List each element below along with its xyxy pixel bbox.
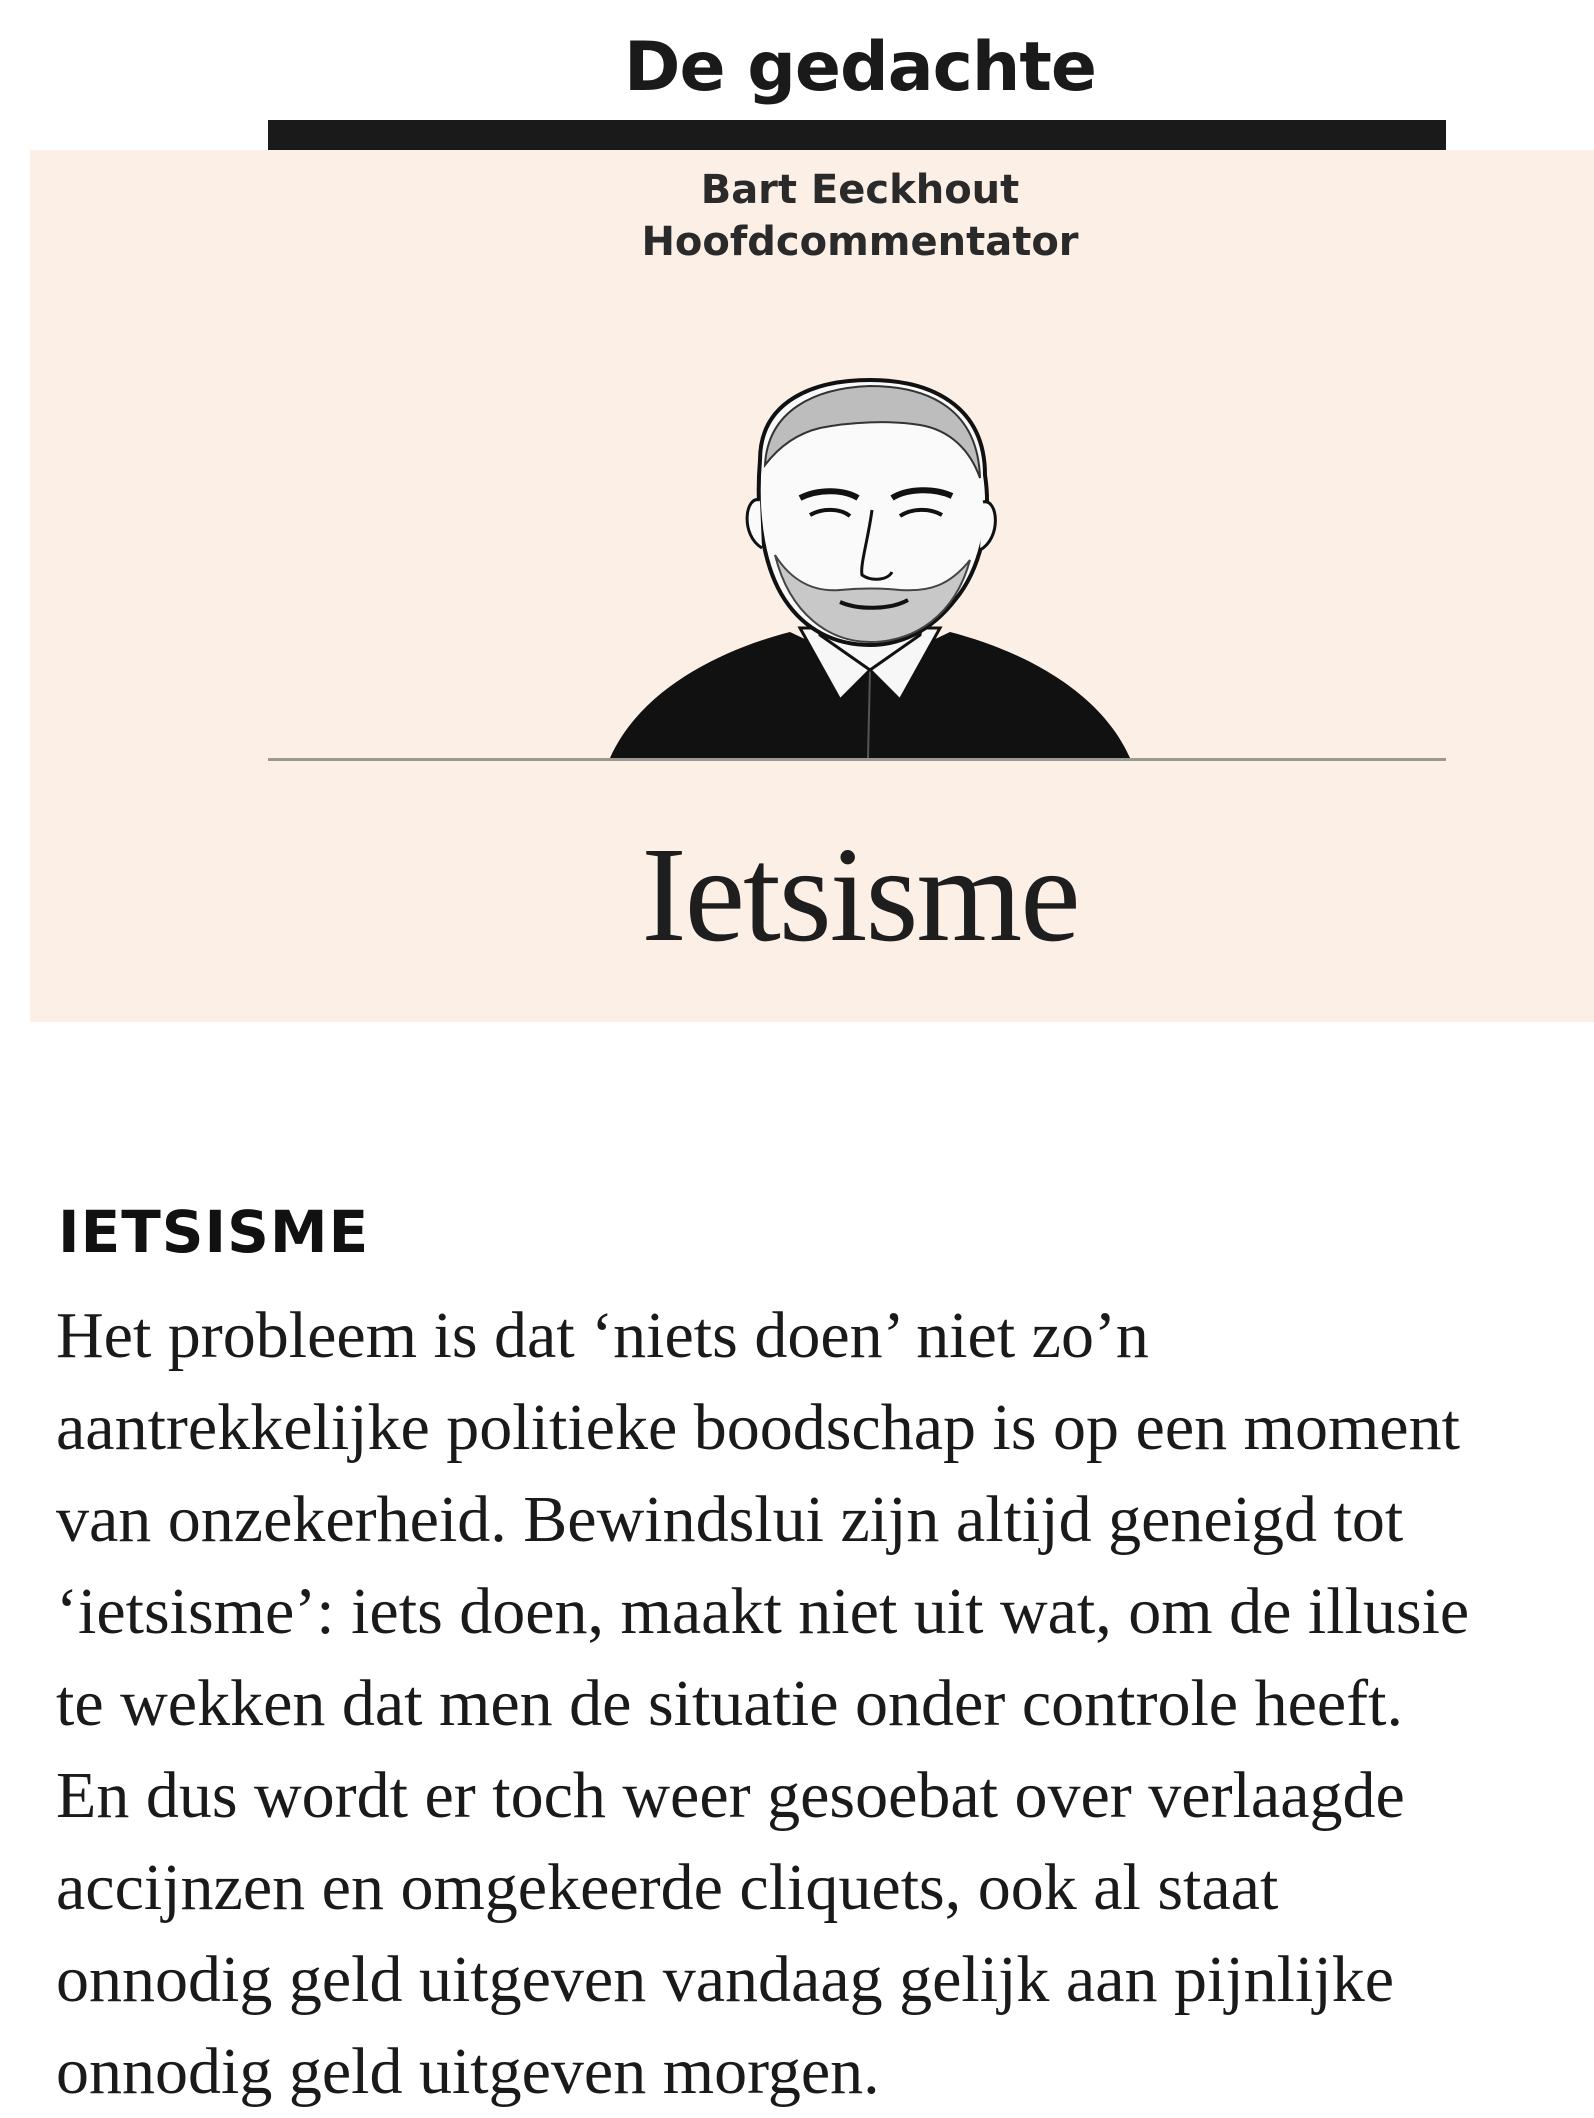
author-name: Bart Eeckhout [700,167,1020,213]
header-rule [268,120,1446,150]
body-line: aantrekkelijke politieke boodschap is op een moment [56,1391,1460,1464]
body-line: onnodig geld uitgeven morgen. [56,2035,880,2108]
body-line: Het probleem is dat ‘niets doen’ niet zo’n [56,1299,1149,1372]
body-line: accijnzen en omgekeerde cliquets, ook al staat [56,1851,1279,1924]
section-heading: IETSISME [58,1198,370,1266]
body-line: onnodig geld uitgeven vandaag gelijk aan pijnlijke [56,1943,1394,2016]
body-line: En dus wordt er toch weer gesoebat over verlaagde [56,1759,1405,1832]
body-line: van onzekerheid. Bewindslui zijn altijd geneigd tot [56,1483,1404,1556]
article-body [56,1290,1594,2118]
author-portrait-icon [600,370,1140,762]
author-role: Hoofdcommentator [641,219,1079,265]
body-line: ‘ietsisme’: iets doen, maakt niet uit wat, om de illusie [56,1575,1470,1648]
body-line: te wekken dat men de situatie onder controle heeft. [56,1667,1403,1740]
portrait-divider [268,758,1446,761]
banner-title: Ietsisme [641,820,1079,970]
column-title: De gedachte [624,28,1096,107]
